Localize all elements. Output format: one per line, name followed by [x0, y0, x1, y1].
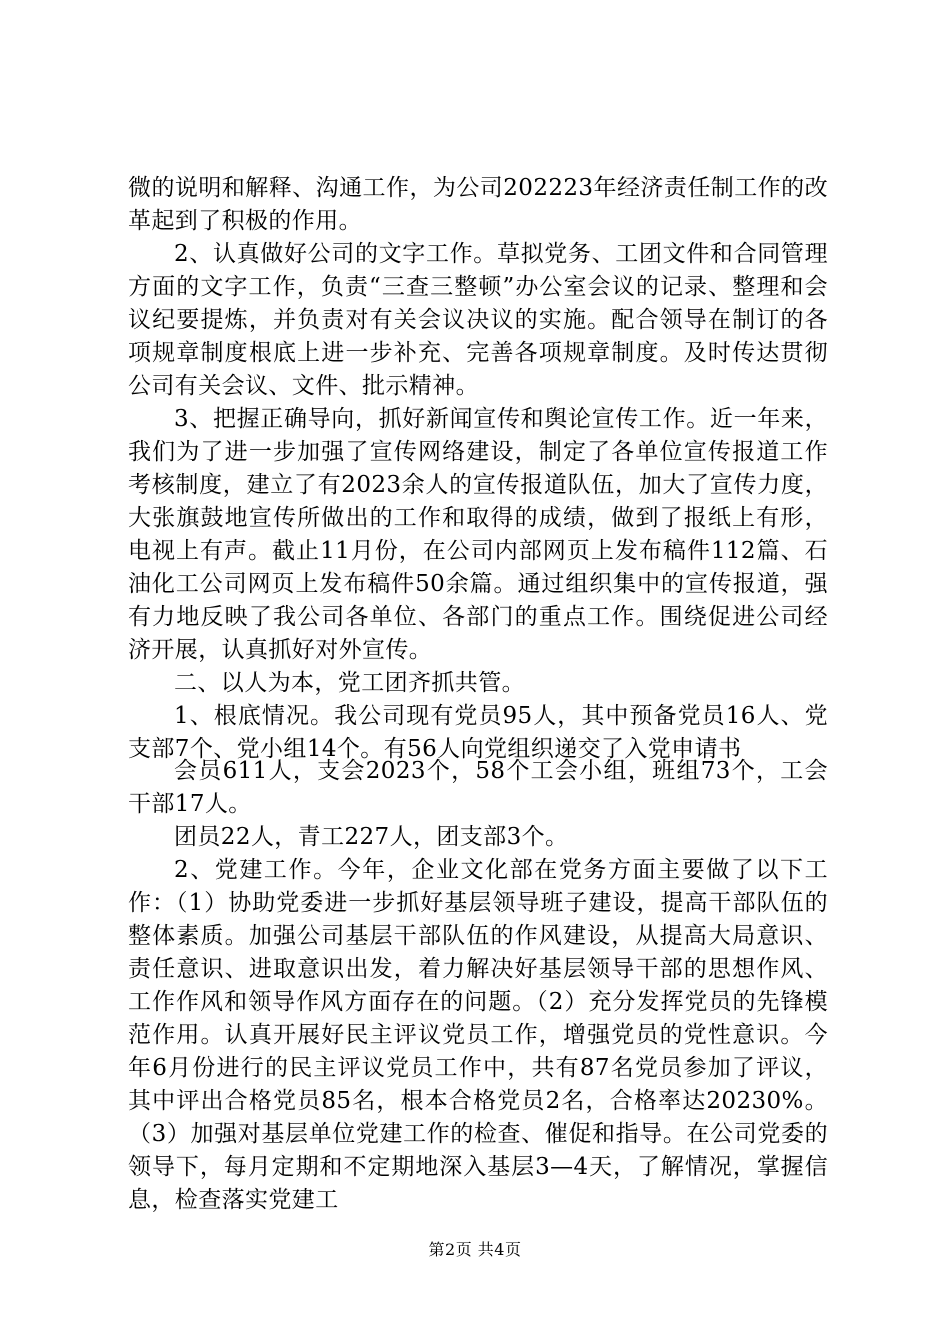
paragraph-6: 团员22人，青工227人，团支部3个。	[174, 824, 569, 850]
paragraph-3: 3、把握正确导向，抓好新闻宣传和舆论宣传工作。近一年来，我们为了进一步加强了宣传网络建设，制定了各单位宣传报道工作考核制度，建立了有2023余人的宣传报道队伍，加大了宣传力度，大张旗鼓地宣传所做出的工作和取得的成绩，做到了报纸上有形，电视上有声。截止11月份，在公司内部网页上发布稿件112篇、石油化工公司网页上发布稿件50余篇。通过组织集中的宣传报道，强有力地反映了我公司各单位、各部门的重点工作。围绕促进公司经济开展，认真抓好对外宣传。	[128, 406, 828, 663]
paragraph-7: 2、党建工作。今年，企业文化部在党务方面主要做了以下工作：（1）协助党委进一步抓好基层领导班子建设，提高干部队伍的整体素质。加强公司基层干部队伍的作风建设，从提高大局意识、责任意识、进取意识出发，着力解决好基层领导干部的思想作风、工作作风和领导作风方面存在的问题。（2）充分发挥党员的先锋模范作用。认真开展好民主评议党员工作，增强党员的党性意识。今年6月份进行的民主评议党员工作中，共有87名党员参加了评议，其中评出合格党员85名，根本合格党员2名，合格率达20230%。（3）加强对基层单位党建工作的检查、催促和指导。在公司党委的领导下，每月定期和不定期地深入基层3—4天，了解情况，掌握信息，检查落实党建工	[128, 857, 828, 1213]
document-body-top	[128, 172, 828, 766]
document-body-bottom	[128, 755, 828, 1217]
paragraph-4: 1、根底情况。我公司现有党员95人，其中预备党员16人、党支部7个、党小组14个。有56人向党组织递交了入党申请书	[128, 703, 828, 762]
paragraph-1: 微的说明和解释、沟通工作，为公司202223年经济责任制工作的改革起到了积极的作用。	[128, 175, 828, 234]
paragraph-2: 2、认真做好公司的文字工作。草拟党务、工团文件和合同管理方面的文字工作，负责“三查三整顿”办公室会议的记录、整理和会议纪要提炼，并负责对有关会议决议的实施。配合领导在制订的各项规章制度根底上进一步补充、完善各项规章制度。及时传达贯彻公司有关会议、文件、批示精神。	[128, 241, 828, 399]
page-footer: 第2页 共4页	[428, 1240, 522, 1259]
section-heading: 二、以人为本，党工团齐抓共管。	[174, 670, 525, 696]
paragraph-5: 会员611人，支会2023个，58个工会小组，班组73个，工会干部17人。	[128, 758, 828, 817]
